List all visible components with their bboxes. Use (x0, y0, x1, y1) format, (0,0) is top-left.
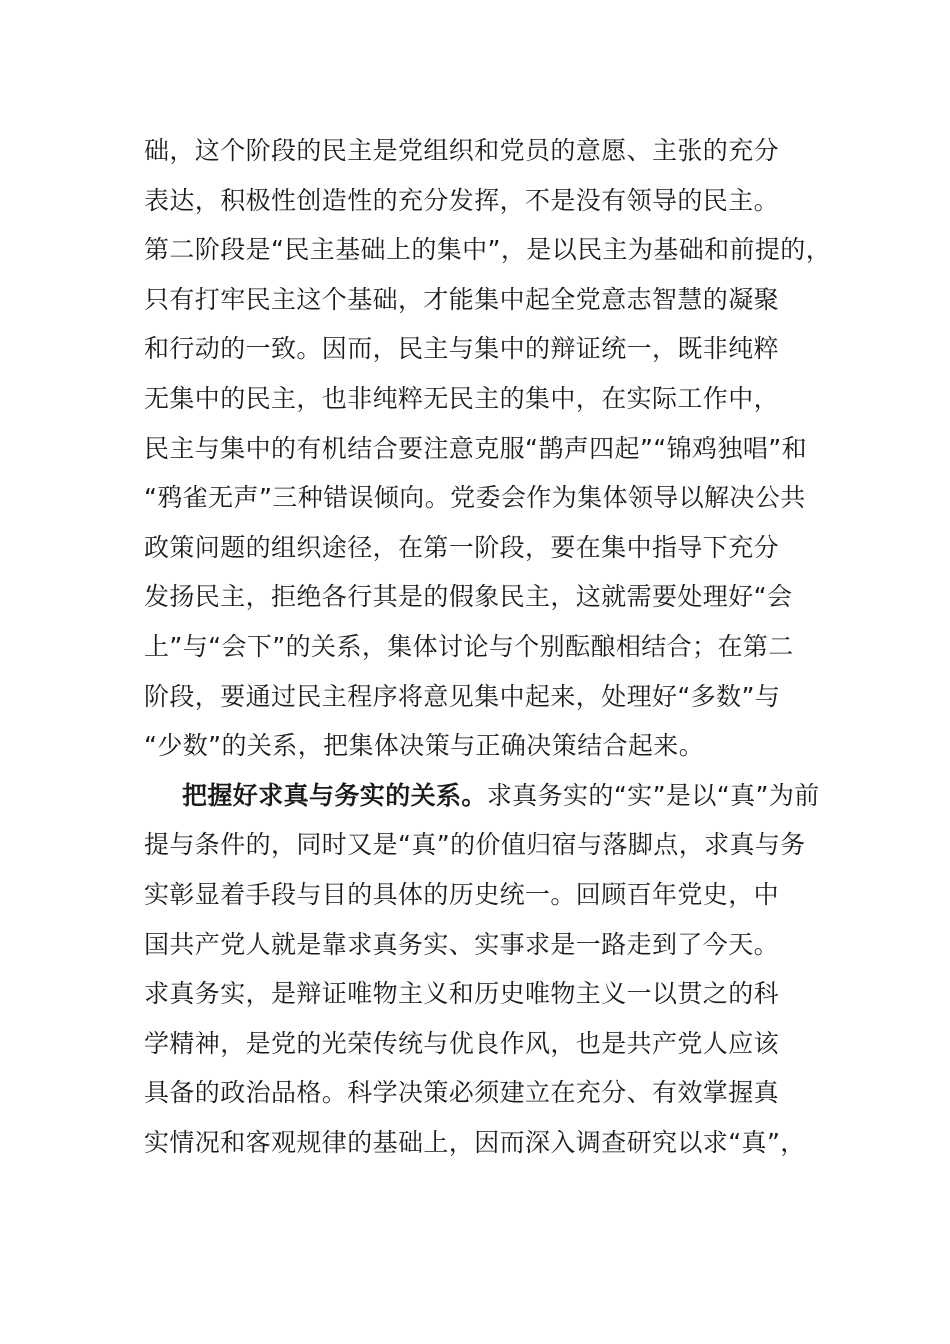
paragraph-text: 求真务实的“实”是以“真”为前 (486, 780, 820, 810)
paragraph-heading: 把握好求真与务实的关系。 (182, 780, 487, 810)
text-line: 实彰显着手段与目的具体的历史统一。回顾百年党史，中 (144, 879, 780, 909)
text-line: 实情况和客观规律的基础上，因而深入调查研究以求“真”， (144, 1127, 806, 1157)
body-text (144, 126, 844, 1167)
text-line: 具备的政治品格。科学决策必须建立在充分、有效掌握真 (144, 1078, 780, 1108)
text-line: “鸦雀无声”三种错误倾向。党委会作为集体领导以解决公共 (144, 483, 806, 513)
text-line: 础，这个阶段的民主是党组织和党员的意愿、主张的充分 (144, 136, 780, 165)
text-line: “少数”的关系，把集体决策与正确决策结合起来。 (144, 731, 705, 761)
text-line: 表达，积极性创造性的充分发挥，不是没有领导的民主。 (144, 185, 780, 215)
text-line: 国共产党人就是靠求真务实、实事求是一路走到了今天。 (144, 929, 780, 959)
text-line: 学精神，是党的光荣传统与优良作风，也是共产党人应该 (144, 1028, 780, 1058)
text-line: 和行动的一致。因而，民主与集中的辩证统一，既非纯粹 (144, 334, 780, 364)
text-line: 发扬民主，拒绝各行其是的假象民主，这就需要处理好“会 (144, 582, 793, 612)
text-line: 政策问题的组织途径，在第一阶段，要在集中指导下充分 (144, 532, 780, 562)
text-line: 无集中的民主，也非纯粹无民主的集中，在实际工作中， (144, 383, 780, 413)
text-line: 求真务实，是辩证唯物主义和历史唯物主义一以贯之的科 (144, 979, 780, 1009)
text-line: 阶段，要通过民主程序将意见集中起来，处理好“多数”与 (144, 681, 781, 711)
text-line: 提与条件的，同时又是“真”的价值归宿与落脚点，求真与务 (144, 830, 806, 860)
text-line: 第二阶段是“民主基础上的集中”，是以民主为基础和前提的， (144, 235, 832, 265)
text-line: 民主与集中的有机结合要注意克服“鹊声四起”“锦鸡独唱”和 (144, 433, 808, 463)
text-line: 只有打牢民主这个基础，才能集中起全党意志智慧的凝聚 (144, 284, 780, 314)
text-line: 上”与“会下”的关系，集体讨论与个别酝酿相结合；在第二 (144, 631, 794, 661)
paragraph-first-line (144, 771, 844, 821)
